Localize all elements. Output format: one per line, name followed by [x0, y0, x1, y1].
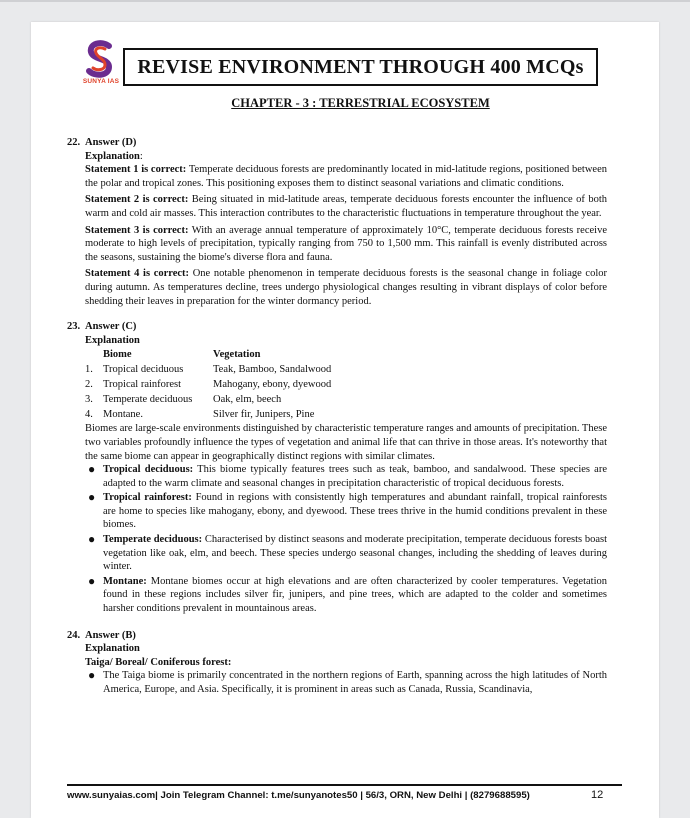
footer-divider: [67, 784, 622, 786]
statement-paragraph: [85, 193, 607, 220]
top-border: [0, 0, 690, 2]
page-title: REVISE ENVIRONMENT THROUGH 400 MCQs: [123, 48, 598, 86]
list-item: [85, 575, 607, 616]
statement-label: Statement 3 is correct:: [85, 224, 189, 236]
sunya-ias-logo: [75, 40, 127, 92]
table-row: [85, 407, 331, 422]
page-number: 12: [591, 789, 604, 801]
table-header-vegetation: Vegetation: [213, 349, 261, 361]
bullet-text: Montane biomes occur at high elevations and are often characterized by cooler temperatures. Vegetation found in these regions includes silver fir, junipers, and pine trees, which are adapted to the colder and sometimes harsher conditions prevalent in mountainous areas.: [103, 575, 607, 615]
bullet-icon: ●: [88, 462, 96, 477]
question-22-answer: [67, 136, 607, 150]
table-row: [85, 377, 331, 392]
bullet-text: This biome typically features trees such as teak, bamboo, and sandalwood. These species are adapted to the warm climate and seasonal changes in precipitation characteristic of tropical deciduous forests.: [103, 464, 608, 489]
bullet-label: Tropical rainforest:: [103, 492, 192, 504]
biome-bullet-list: [85, 463, 607, 616]
footer-text: www.sunyaias.com| Join Telegram Channel: t.me/sunyanotes50 | 56/3, ORN, New Delhi | (8279688595): [67, 790, 530, 801]
row-number: 3.: [85, 394, 93, 406]
explanation-label: Explanation: [85, 150, 140, 162]
table-row: [85, 392, 331, 407]
statement-paragraph: [85, 224, 607, 265]
logo-text: SUNYA IAS: [82, 78, 120, 85]
question-24-answer: [67, 629, 607, 643]
question-24-explanation: [85, 642, 607, 696]
bullet-icon: ●: [88, 490, 96, 505]
statement-label: Statement 1 is correct:: [85, 164, 187, 176]
question-23-explanation: [85, 334, 607, 616]
biome-table: [85, 347, 331, 422]
answer-label: Answer (B): [85, 629, 136, 641]
answer-label: Answer (D): [85, 137, 137, 148]
biome-cell: Montane.: [103, 409, 143, 421]
statement-text: Temperate deciduous forests are predominantly located in mid-latitude regions, positioned between the polar and tropical zones. This positioning exposes them to distinct seasonal variations and climatic conditions.: [85, 164, 607, 189]
bullet-label: Temperate deciduous:: [103, 534, 203, 546]
vegetation-cell: Mahogany, ebony, dyewood: [213, 379, 332, 391]
table-header-biome: Biome: [103, 349, 132, 361]
bullet-label: Montane:: [103, 575, 147, 587]
question-number: 24.: [67, 629, 81, 641]
bullet-text: Characterised by distinct seasons and moderate precipitation, temperate deciduous forests boast vegetation like oak, elm, and beech. These species undergo seasonal changes, including the shedding of leaves during winter.: [103, 534, 607, 573]
row-number: 2.: [85, 379, 93, 391]
list-item: [85, 491, 607, 532]
chapter-heading: CHAPTER - 3 : TERRESTRIAL ECOSYSTEM: [231, 96, 490, 110]
statement-paragraph: [85, 267, 607, 308]
table-row: [85, 362, 331, 377]
biome-cell: Tropical deciduous: [103, 364, 184, 376]
statement-paragraph: [85, 163, 607, 190]
bullet-text: Found in regions with consistently high temperatures and abundant rainfall, tropical rainforests are home to species like mahogany, ebony, and dyewood. These trees thrive in the humid conditions prevalent in these biomes.: [103, 492, 607, 531]
bullet-icon: ●: [88, 668, 96, 683]
question-22-explanation: [85, 150, 607, 309]
row-number: 1.: [85, 364, 93, 376]
question-23-answer: [67, 320, 607, 334]
statement-text: One notable phenomenon in temperate deciduous forests is the seasonal change in foliage color during autumn. As temperatures decline, trees undergo physiological changes resulting in vibrant displays of color before shedding their leaves in preparation for the winter dormancy period.: [85, 268, 607, 307]
statement-text: With an average annual temperature of approximately 10°C, temperate deciduous forests receive moderate to high levels of precipitation, typically ranging from 750 to 1,500 mm. This rainfall is evenly distributed across the seasons, sustaining the biome's diverse flora and fauna.: [85, 224, 607, 263]
answer-label: Answer (C): [85, 321, 137, 333]
taiga-bullet-list: [85, 669, 607, 696]
question-number: 23.: [67, 321, 81, 333]
bullet-text: The Taiga biome is primarily concentrated in the northern regions of Earth, spanning across the high latitudes of North America, Europe, and Asia. Specifically, it is prominent in areas such as Canada, Russia, Scandinavia,: [103, 670, 607, 695]
list-item: [85, 533, 607, 574]
bullet-icon: ●: [88, 532, 96, 547]
row-number: 4.: [85, 409, 93, 421]
question-number: 22.: [67, 137, 81, 148]
document-body: [67, 136, 607, 698]
statement-label: Statement 4 is correct:: [85, 268, 190, 280]
bullet-icon: ●: [88, 573, 96, 588]
list-item: [85, 463, 607, 490]
statement-text: Being situated in mid-latitude areas, temperate deciduous forests encounter the influence of both warm and cold air masses. This interaction contributes to the characteristic fluctuations in temperature throughout the year.: [85, 194, 607, 219]
list-item: [85, 669, 607, 696]
vegetation-cell: Silver fir, Junipers, Pine: [213, 409, 315, 421]
biome-cell: Temperate deciduous: [103, 394, 193, 406]
explanation-label: Explanation: [85, 334, 140, 346]
vegetation-cell: Teak, Bamboo, Sandalwood: [213, 364, 332, 376]
taiga-subheading: Taiga/ Boreal/ Coniferous forest:: [85, 656, 232, 668]
biome-intro-paragraph: Biomes are large-scale environments distinguished by characteristic temperature ranges and amounts of precipitation. These two variables profoundly influence the types of vegetation and animal life that can thrive in those areas. It's noteworthy that the same biome can appear in geographically distinct regions with similar climates.: [85, 423, 607, 462]
document-page: [31, 22, 659, 818]
explanation-label: Explanation: [85, 643, 140, 655]
biome-cell: Tropical rainforest: [103, 379, 182, 391]
bullet-label: Tropical deciduous:: [103, 464, 194, 476]
vegetation-cell: Oak, elm, beech: [213, 394, 282, 406]
statement-label: Statement 2 is correct:: [85, 194, 189, 206]
explanation-colon: :: [139, 150, 143, 162]
